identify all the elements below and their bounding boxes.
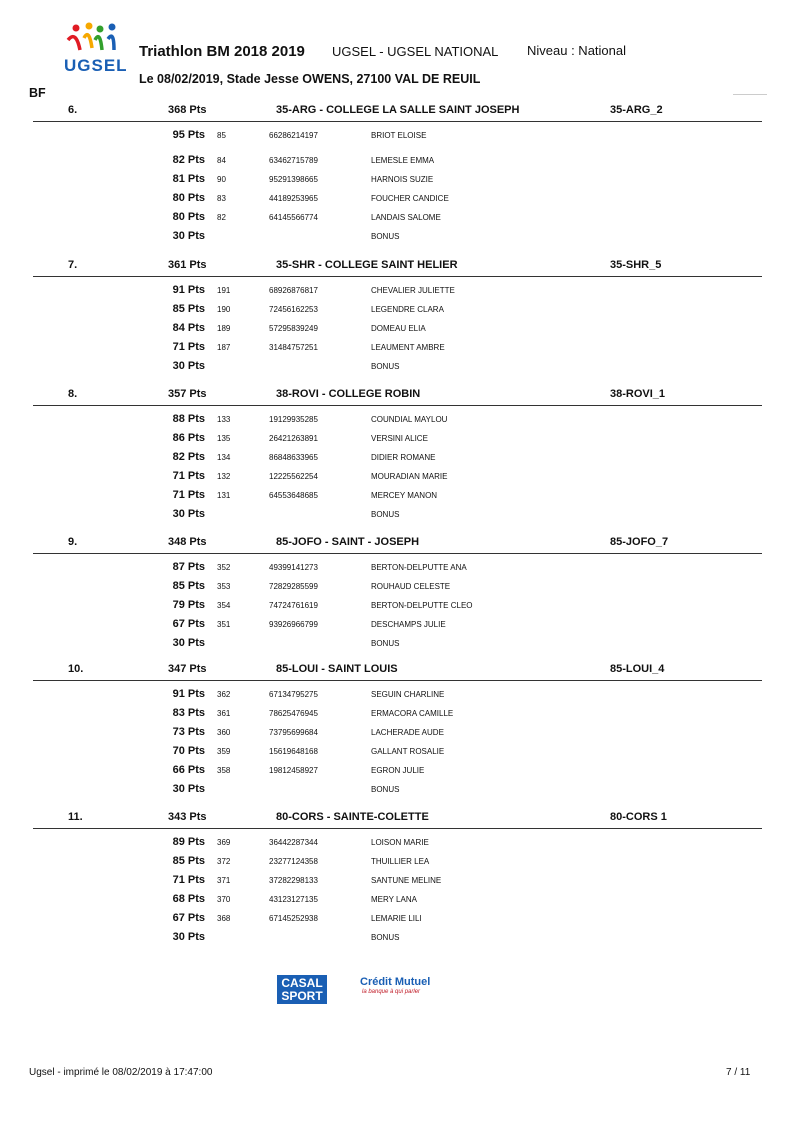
team-points: 361 Pts [168,259,207,271]
team-rank: 10. [68,663,84,675]
athlete-row [0,300,793,319]
athlete-license: 37282298133 [269,876,318,885]
team-points: 357 Pts [168,388,207,400]
athlete-row [0,723,793,742]
athlete-name: LOISON MARIE [371,838,429,847]
team-block [0,385,793,524]
casal-sport-logo [277,975,327,1004]
team-rank: 9. [68,536,78,548]
athlete-row [0,357,793,376]
athlete-bib: 133 [217,415,231,424]
athlete-points: 30 Pts [172,931,205,943]
athlete-license: 67145252938 [269,914,318,923]
athlete-points: 67 Pts [172,618,205,630]
athlete-row [0,928,793,947]
athlete-license: 68926876817 [269,286,318,295]
athlete-license: 26421263891 [269,434,318,443]
logo-text: UGSEL [64,56,128,75]
team-rank: 8. [68,388,78,400]
athlete-license: 23277124358 [269,857,318,866]
athlete-name: ROUHAUD CELESTE [371,582,451,591]
athlete-row [0,704,793,723]
team-code: 80-CORS 1 [610,811,667,823]
athlete-row [0,448,793,467]
athlete-points: 86 Pts [172,432,205,444]
athlete-row [0,429,793,448]
athlete-bib: 191 [217,286,231,295]
team-points: 347 Pts [168,663,207,675]
athlete-name: DOMEAU ELIA [371,324,426,333]
athlete-row [0,615,793,634]
team-block [0,660,793,799]
athlete-name: BONUS [371,232,400,241]
athlete-points: 30 Pts [172,360,205,372]
athlete-row [0,852,793,871]
athlete-row [0,890,793,909]
athlete-points: 79 Pts [172,599,205,611]
athlete-bib: 190 [217,305,231,314]
athlete-row [0,634,793,653]
athlete-row [0,151,793,170]
athlete-row [0,410,793,429]
team-code: 85-LOUI_4 [610,663,665,675]
team-code: 35-SHR_5 [610,259,662,271]
athlete-bib: 189 [217,324,231,333]
athlete-points: 88 Pts [172,413,205,425]
athlete-bib: 90 [217,175,226,184]
athlete-name: BONUS [371,510,400,519]
athlete-row [0,577,793,596]
athlete-bib: 371 [217,876,231,885]
athlete-points: 80 Pts [172,192,205,204]
athlete-points: 30 Pts [172,508,205,520]
athlete-license: 43123127135 [269,895,318,904]
team-divider [33,828,762,829]
athlete-points: 71 Pts [172,470,205,482]
athlete-bib: 353 [217,582,231,591]
athlete-license: 36442287344 [269,838,318,847]
athlete-name: BONUS [371,933,400,942]
athlete-license: 66286214197 [269,131,318,140]
athlete-name: BONUS [371,639,400,648]
athlete-points: 67 Pts [172,912,205,924]
athlete-license: 72456162253 [269,305,318,314]
athlete-name: MERY LANA [371,895,417,904]
athlete-row [0,227,793,246]
team-name: 35-SHR - COLLEGE SAINT HELIER [276,259,458,271]
athlete-name: CHEVALIER JULIETTE [371,286,455,295]
athlete-row [0,780,793,799]
athlete-bib: 370 [217,895,231,904]
athlete-bib: 362 [217,690,231,699]
athlete-row [0,319,793,338]
athlete-row [0,208,793,227]
athlete-name: SEGUIN CHARLINE [371,690,445,699]
athlete-license: 31484757251 [269,343,318,352]
athlete-points: 85 Pts [172,303,205,315]
athlete-license: 12225562254 [269,472,318,481]
athlete-points: 84 Pts [172,322,205,334]
athlete-points: 82 Pts [172,451,205,463]
athlete-points: 82 Pts [172,154,205,166]
team-header [0,533,793,553]
athlete-license: 15619648168 [269,747,318,756]
divider [733,94,767,95]
athlete-points: 87 Pts [172,561,205,573]
athlete-name: DIDIER ROMANE [371,453,436,462]
team-points: 343 Pts [168,811,207,823]
team-name: 80-CORS - SAINTE-COLETTE [276,811,429,823]
athlete-license: 67134795275 [269,690,318,699]
athlete-name: VERSINI ALICE [371,434,428,443]
team-name: 85-LOUI - SAINT LOUIS [276,663,398,675]
team-block [0,533,793,653]
athlete-bib: 372 [217,857,231,866]
athlete-row [0,505,793,524]
athlete-bib: 132 [217,472,231,481]
athlete-points: 80 Pts [172,211,205,223]
athlete-license: 44189253965 [269,194,318,203]
team-name: 35-ARG - COLLEGE LA SALLE SAINT JOSEPH [276,104,520,116]
athlete-points: 71 Pts [172,341,205,353]
athlete-name: LACHERADE AUDE [371,728,444,737]
category-label: BF [29,86,46,100]
athlete-license: 86848633965 [269,453,318,462]
athlete-row [0,833,793,852]
athlete-row [0,170,793,189]
athlete-points: 91 Pts [172,688,205,700]
footer-printed: Ugsel - imprimé le 08/02/2019 à 17:47:00 [29,1067,213,1078]
casal-line1: CASAL [281,976,323,990]
athlete-license: 72829285599 [269,582,318,591]
event-title: Triathlon BM 2018 2019 [139,43,305,60]
athlete-name: BRIOT ELOISE [371,131,427,140]
athlete-license: 19812458927 [269,766,318,775]
athlete-bib: 354 [217,601,231,610]
athlete-license: 93926966799 [269,620,318,629]
athlete-bib: 82 [217,213,226,222]
athlete-bib: 361 [217,709,231,718]
athlete-row [0,742,793,761]
level: Niveau : National [527,43,626,58]
athlete-row [0,126,793,145]
athlete-points: 83 Pts [172,707,205,719]
athlete-license: 73795699684 [269,728,318,737]
athlete-name: THUILLIER LEA [371,857,430,866]
athlete-row [0,685,793,704]
athlete-points: 71 Pts [172,874,205,886]
athlete-name: MERCEY MANON [371,491,438,500]
team-divider [33,405,762,406]
team-divider [33,121,762,122]
athlete-name: BONUS [371,785,400,794]
athlete-points: 73 Pts [172,726,205,738]
athlete-license: 63462715789 [269,156,318,165]
casal-line2: SPORT [281,989,323,1003]
athlete-points: 30 Pts [172,230,205,242]
athlete-name: LEAUMENT AMBRE [371,343,445,352]
athlete-bib: 83 [217,194,226,203]
team-rank: 11. [68,811,83,823]
athlete-row [0,761,793,780]
athlete-points: 30 Pts [172,783,205,795]
team-points: 348 Pts [168,536,207,548]
team-header [0,385,793,405]
athlete-points: 30 Pts [172,637,205,649]
event-subtitle: Le 08/02/2019, Stade Jesse OWENS, 27100 VAL DE REUIL [139,72,481,86]
athlete-license: 74724761619 [269,601,318,610]
athlete-bib: 134 [217,453,231,462]
athlete-name: LEMESLE EMMA [371,156,435,165]
athlete-points: 66 Pts [172,764,205,776]
team-name: 85-JOFO - SAINT - JOSEPH [276,536,420,548]
athlete-bib: 352 [217,563,231,572]
athlete-bib: 368 [217,914,231,923]
athlete-name: MOURADIAN MARIE [371,472,448,481]
team-block [0,101,793,246]
team-block [0,256,793,376]
athlete-bib: 85 [217,131,226,140]
team-rank: 6. [68,104,78,116]
team-header [0,101,793,121]
athlete-name: DESCHAMPS JULIE [371,620,446,629]
athlete-license: 95291398665 [269,175,318,184]
athlete-bib: 84 [217,156,226,165]
page-number: 7 / 11 [726,1067,751,1078]
credit-mutuel-tagline: la banque à qui parler [362,989,421,995]
athlete-name: GALLANT ROSALIE [371,747,445,756]
athlete-name: EGRON JULIE [371,766,425,775]
athlete-bib: 360 [217,728,231,737]
athlete-points: 71 Pts [172,489,205,501]
athlete-name: FOUCHER CANDICE [371,194,449,203]
athlete-row [0,558,793,577]
team-header [0,660,793,680]
team-code: 35-ARG_2 [610,104,663,116]
athlete-license: 64553648685 [269,491,318,500]
athlete-points: 68 Pts [172,893,205,905]
organizer: UGSEL - UGSEL NATIONAL [332,44,499,59]
athlete-license: 78625476945 [269,709,318,718]
team-points: 368 Pts [168,104,207,116]
team-code: 85-JOFO_7 [610,536,669,548]
athlete-name: BERTON-DELPUTTE ANA [371,563,467,572]
athlete-bib: 135 [217,434,231,443]
athlete-row [0,909,793,928]
athlete-row [0,596,793,615]
team-divider [33,553,762,554]
team-header [0,256,793,276]
team-code: 38-ROVI_1 [610,388,666,400]
athlete-points: 70 Pts [172,745,205,757]
athlete-name: COUNDIAL MAYLOU [371,415,448,424]
team-header [0,808,793,828]
athlete-row [0,189,793,208]
athlete-name: LEGENDRE CLARA [371,305,444,314]
athlete-license: 49399141273 [269,563,318,572]
athlete-bib: 187 [217,343,231,352]
athlete-row [0,338,793,357]
team-name: 38-ROVI - COLLEGE ROBIN [276,388,421,400]
athlete-row [0,486,793,505]
athlete-license: 19129935285 [269,415,318,424]
athlete-row [0,467,793,486]
team-divider [33,680,762,681]
athlete-license: 57295839249 [269,324,318,333]
athlete-bib: 359 [217,747,231,756]
athlete-points: 95 Pts [172,129,205,141]
athlete-name: ERMACORA CAMILLE [371,709,454,718]
athlete-points: 85 Pts [172,855,205,867]
athlete-points: 89 Pts [172,836,205,848]
athlete-name: HARNOIS SUZIE [371,175,434,184]
athlete-points: 91 Pts [172,284,205,296]
athlete-row [0,281,793,300]
credit-mutuel-logo: Crédit Mutuel [360,976,431,988]
athlete-row [0,871,793,890]
athlete-name: LEMARIE LILI [371,914,422,923]
team-rank: 7. [68,259,78,271]
athlete-bib: 369 [217,838,231,847]
athlete-points: 85 Pts [172,580,205,592]
team-divider [33,276,762,277]
athlete-bib: 131 [217,491,231,500]
athlete-points: 81 Pts [172,173,205,185]
athlete-bib: 351 [217,620,231,629]
athlete-bib: 358 [217,766,231,775]
athlete-name: SANTUNE MELINE [371,876,442,885]
athlete-name: BONUS [371,362,400,371]
athlete-license: 64145566774 [269,213,318,222]
athlete-name: LANDAIS SALOME [371,213,441,222]
team-block [0,808,793,947]
athlete-name: BERTON-DELPUTTE CLEO [371,601,473,610]
